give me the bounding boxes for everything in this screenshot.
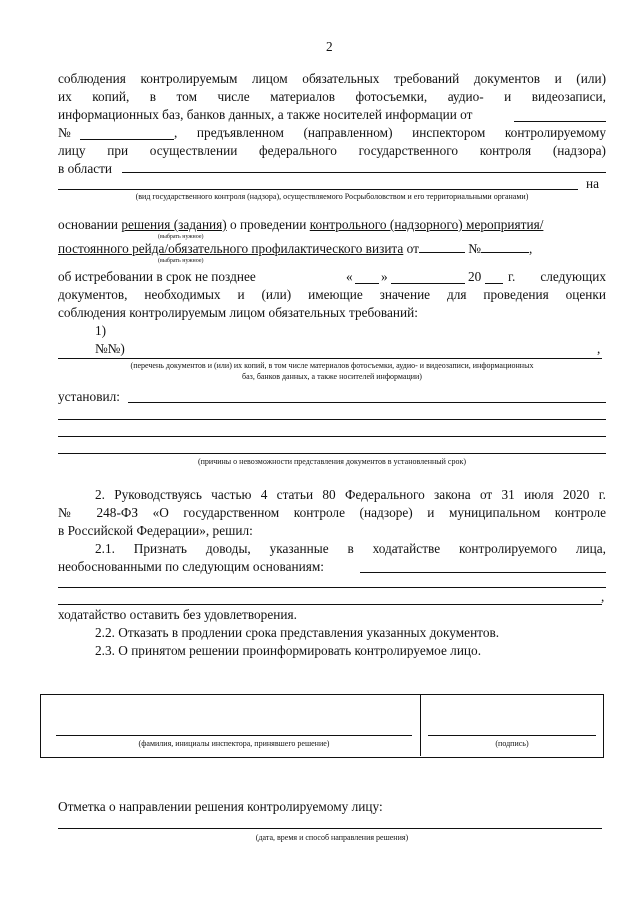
ot-word: от (406, 241, 419, 256)
items-n: №№) (95, 341, 125, 356)
ustanovil-line-4 (58, 453, 606, 454)
ustanovil-line-1 (128, 402, 606, 403)
area-blank-line (122, 172, 606, 173)
day-blank (355, 283, 379, 284)
para1-line5: лицу при осуществлении федерального государственного контроля (надзора) (58, 143, 606, 158)
point23: 2.3. О принятом решении проинформировать контролируемое лицо. (95, 643, 482, 658)
grounds-line-3 (58, 604, 602, 605)
point21-last: ходатайство оставить без удовлетворения. (58, 607, 297, 622)
point2-line2: № 248-ФЗ «О государственном контроле (надзоре) и муниципальном контроле (58, 505, 606, 520)
grounds-comma: , (601, 589, 605, 604)
signature-divider (420, 694, 421, 756)
caption-reasons: (причины о невозможности представления документов в установленный срок) (197, 457, 467, 466)
o-provedenii-word: о проведении (230, 217, 307, 232)
caption-signature: (подпись) (495, 739, 529, 748)
caption-control-kind: (вид государственного контроля (надзора), осуществляемого Росрыболовством и его территориальными органами) (135, 192, 529, 201)
ustanovil-line-3 (58, 436, 606, 437)
point2-line1: 2. Руководствуясь частью 4 статьи 80 Федерального закона от 31 июля 2020 г. (95, 487, 606, 502)
para2-line2 (58, 240, 532, 258)
caption-documents-2: баз, банков данных, а также носителей информации) (242, 372, 422, 381)
otmetka-label: Отметка о направлении решения контролируемому лицу: (58, 799, 383, 814)
osnovanii-word: основании (58, 217, 118, 232)
na-word: на (586, 176, 600, 191)
otmetka-line (58, 828, 602, 829)
para2-line1 (58, 216, 543, 234)
year-blank (485, 283, 503, 284)
no-blank (481, 240, 529, 253)
number-blank-line (80, 139, 174, 140)
para1-line3: информационных баз, банков данных, а также носителей информации от (58, 107, 473, 122)
point2-line3: в Российской Федерации», решил: (58, 523, 253, 538)
signature-line (428, 735, 596, 736)
para3-year: 20 (468, 269, 482, 284)
para1-line2: их копий, в том числе материалов фотосъемки, аудио- и видеозаписи, (58, 89, 606, 104)
ot-blank (419, 240, 465, 253)
kontrol-choice: контрольного (надзорного) мероприятия/ (309, 217, 544, 232)
vybrat-caption-2: (выбрать нужное) (158, 258, 204, 264)
para1-line1: соблюдения контролируемым лицом обязательных требований документов и (или) (58, 71, 606, 86)
ustanovil-line-2 (58, 419, 606, 420)
point22: 2.2. Отказать в продлении срока представления указанных документов. (95, 625, 500, 640)
point21-line2: необоснованными по следующим основаниям: (58, 559, 325, 574)
caption-documents-1: (перечень документов и (или) их копий, в том числе материалов фотосъемки, аудио- и видеозаписи, информационных (130, 361, 534, 370)
para2-comma: , (528, 241, 533, 256)
items-comma: , (597, 341, 601, 356)
para1-line4: , предъявленном (направленном) инспектором контролируемому (174, 125, 606, 140)
para3-quote-open: « (346, 269, 353, 284)
para3-line2: документов, необходимых и (или) имеющие значение для проведения оценки (58, 287, 606, 302)
para3-line3: соблюдения контролируемым лицом обязательных требований: (58, 305, 418, 320)
documents-blank-line (58, 358, 602, 359)
caption-inspector-name: (фамилия, инициалы инспектора, принявшего решение) (138, 739, 330, 748)
no-sign: № (468, 241, 481, 256)
para3-a: об истребовании в срок не позднее (58, 269, 256, 284)
ustanovil-label: установил: (58, 389, 120, 404)
point21-line1: 2.1. Признать доводы, указанные в ходатайстве контролируемого лица, (95, 541, 606, 556)
reshenie-choice: решения (задания) (121, 217, 227, 232)
caption-otmetka: (дата, время и способ направления решения) (255, 833, 409, 842)
para3-end: г. следующих (508, 269, 606, 284)
month-blank (391, 283, 465, 284)
inspector-name-line (56, 735, 412, 736)
item-1: 1) (95, 323, 107, 338)
grounds-line-2 (58, 587, 606, 588)
para1-line6: в области (58, 161, 113, 176)
page-number: 2 (326, 39, 333, 54)
date-blank-line (514, 121, 606, 122)
para3-quote-close: » (381, 269, 388, 284)
para1-number-sign: № (58, 125, 71, 140)
vybrat-caption-1: (выбрать нужное) (158, 234, 204, 240)
grounds-line-1 (360, 572, 606, 573)
kind-blank-line (58, 189, 578, 190)
postoyannogo-choice: постоянного рейда/обязательного профилактического визита (58, 241, 404, 256)
